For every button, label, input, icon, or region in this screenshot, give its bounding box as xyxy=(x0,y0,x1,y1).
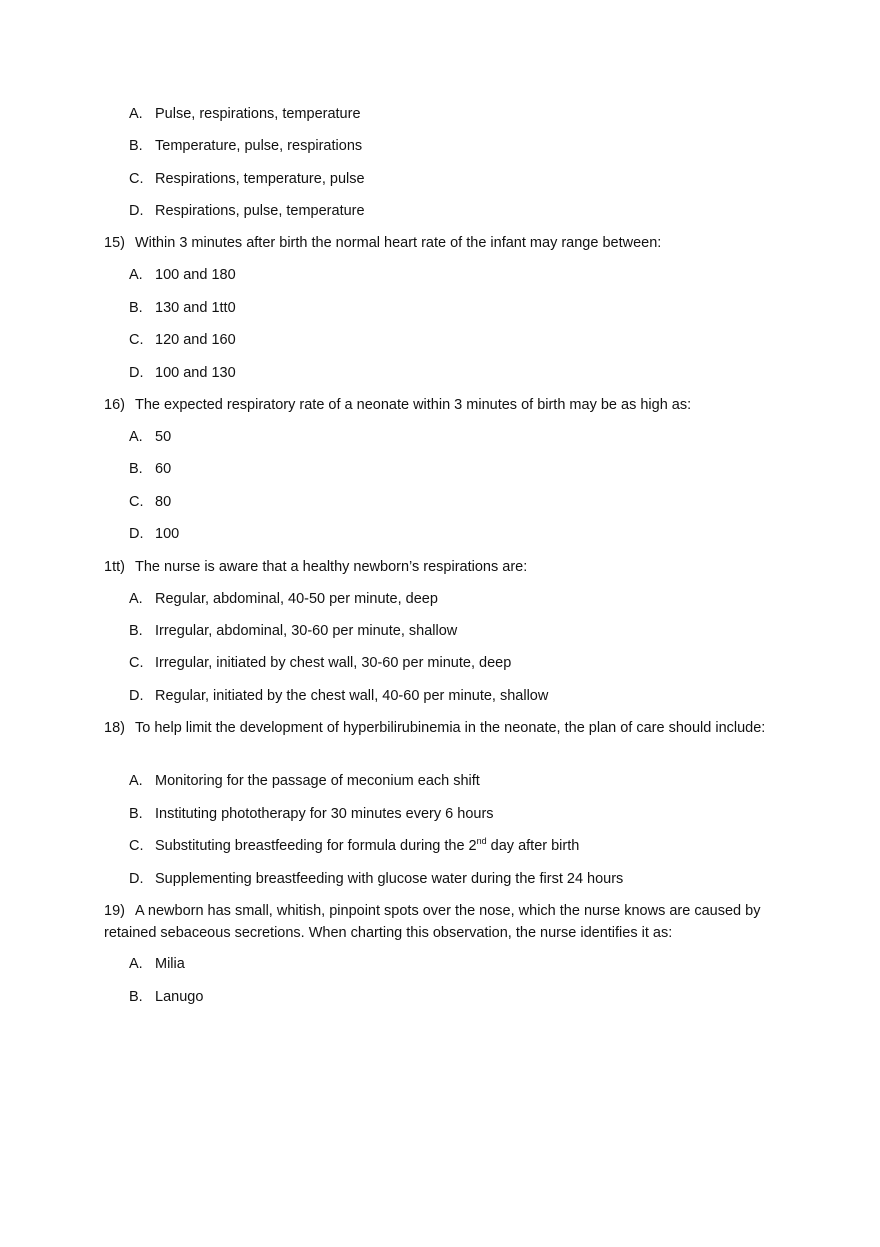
option: D. Respirations, pulse, temperature xyxy=(129,203,365,219)
option: B. 130 and 1tt0 xyxy=(129,300,236,316)
option: D. 100 and 130 xyxy=(129,365,236,381)
option: D. Regular, initiated by the chest wall, 40-60 per minute, shallow xyxy=(129,688,549,704)
option: A. Milia xyxy=(129,956,185,972)
option: A. Regular, abdominal, 40-50 per minute, deep xyxy=(129,591,438,607)
question-15: 15) Within 3 minutes after birth the normal heart rate of the infant may range between: xyxy=(104,235,662,251)
option: A. Pulse, respirations, temperature xyxy=(129,106,361,122)
option: B. Instituting phototherapy for 30 minutes every 6 hours xyxy=(129,806,494,822)
option: A. 50 xyxy=(129,429,172,445)
option: C. 80 xyxy=(129,494,172,510)
option: B. Lanugo xyxy=(129,989,204,1005)
question-16: 16) The expected respiratory rate of a neonate within 3 minutes of birth may be as high as: xyxy=(104,397,692,413)
option: A. 100 and 180 xyxy=(129,267,236,283)
option: C. Irregular, initiated by chest wall, 30-60 per minute, deep xyxy=(129,655,512,671)
option: B. 60 xyxy=(129,461,172,477)
option: C. 120 and 160 xyxy=(129,332,236,348)
option: B. Temperature, pulse, respirations xyxy=(129,138,363,154)
option: A. Monitoring for the passage of meconium each shift xyxy=(129,773,480,789)
option: B. Irregular, abdominal, 30-60 per minute, shallow xyxy=(129,623,458,639)
question-19: 19) A newborn has small, whitish, pinpoint spots over the nose, which the nurse knows are caused by retained sebaceous secretions. When charting this observation, the nurse identifies it as: xyxy=(104,903,761,941)
option: C. Substituting breastfeeding for formula during the 2nd day after birth xyxy=(129,836,580,854)
question-18: 18) To help limit the development of hyperbilirubinemia in the neonate, the plan of care should include: xyxy=(104,720,766,736)
question-17: 1tt) The nurse is aware that a healthy newborn’s respirations are: xyxy=(104,559,528,575)
option: D. Supplementing breastfeeding with glucose water during the first 24 hours xyxy=(129,871,624,887)
option: D. 100 xyxy=(129,526,180,542)
option: C. Respirations, temperature, pulse xyxy=(129,171,365,187)
